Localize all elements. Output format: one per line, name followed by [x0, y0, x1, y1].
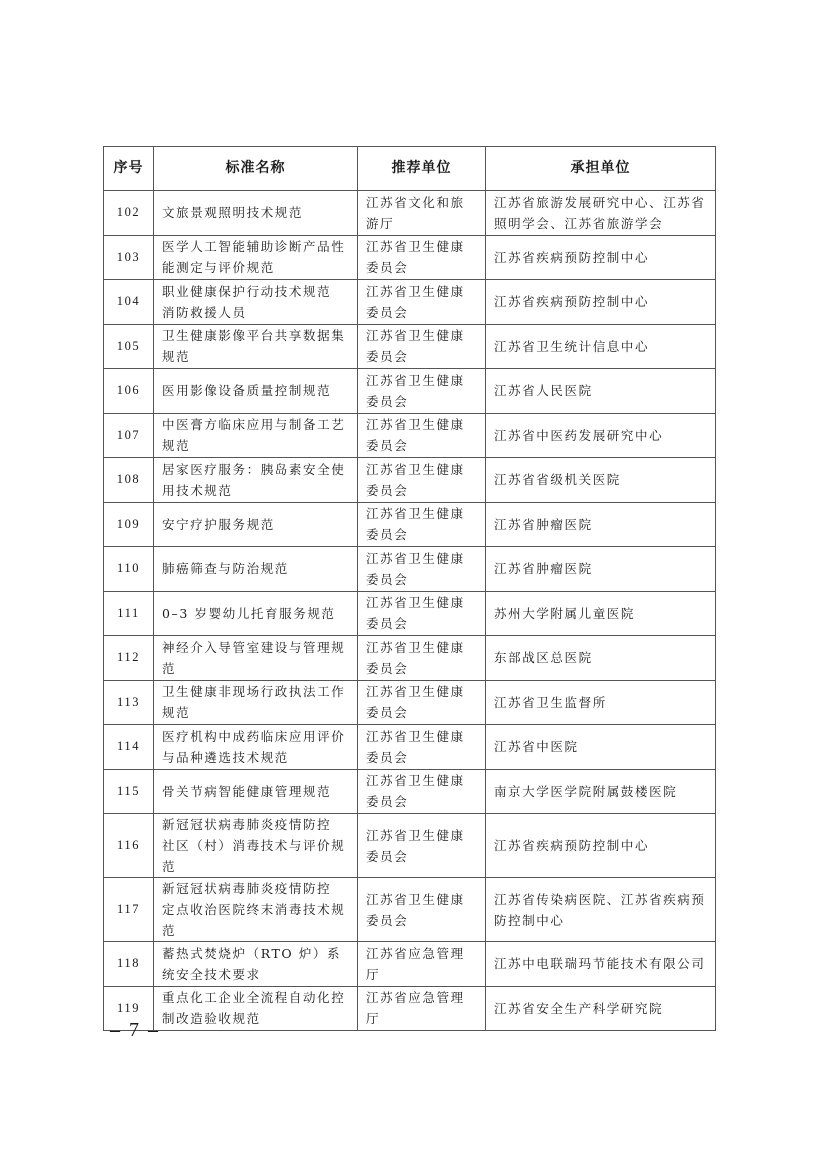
row-number: 102 [104, 191, 154, 236]
recommender: 江苏省卫生健康委员会 [358, 458, 486, 503]
table-row [104, 769, 716, 814]
table-row [104, 413, 716, 458]
page-number: – 7 – [110, 1019, 160, 1041]
standard-name: 文旅景观照明技术规范 [154, 191, 358, 236]
recommender: 江苏省卫生健康委员会 [358, 680, 486, 725]
row-number: 112 [104, 636, 154, 681]
table-row [104, 369, 716, 414]
row-number: 114 [104, 725, 154, 770]
standard-name: 神经介入导管室建设与管理规范 [154, 636, 358, 681]
standard-name: 新冠冠状病毒肺炎疫情防控 定点收治医院终末消毒技术规范 [154, 878, 358, 942]
undertaker: 江苏省中医院 [486, 725, 716, 770]
standard-name: 安宁疗护服务规范 [154, 502, 358, 547]
recommender: 江苏省卫生健康委员会 [358, 814, 486, 878]
standard-name: 卫生健康影像平台共享数据集规范 [154, 324, 358, 369]
recommender: 江苏省文化和旅游厅 [358, 191, 486, 236]
row-number: 107 [104, 413, 154, 458]
table-row [104, 591, 716, 636]
row-number: 119 [104, 986, 154, 1031]
recommender: 江苏省卫生健康委员会 [358, 591, 486, 636]
standard-name: 新冠冠状病毒肺炎疫情防控 社区（村）消毒技术与评价规范 [154, 814, 358, 878]
row-number: 116 [104, 814, 154, 878]
standard-name: 医疗机构中成药临床应用评价与品种遴选技术规范 [154, 725, 358, 770]
standard-name: 中医膏方临床应用与制备工艺规范 [154, 413, 358, 458]
row-number: 106 [104, 369, 154, 414]
row-number: 117 [104, 878, 154, 942]
table-row [104, 502, 716, 547]
undertaker: 江苏省疾病预防控制中心 [486, 235, 716, 280]
recommender: 江苏省卫生健康委员会 [358, 547, 486, 592]
table-row [104, 324, 716, 369]
recommender: 江苏省应急管理厅 [358, 942, 486, 987]
table-row [104, 725, 716, 770]
table-row [104, 814, 716, 878]
row-number: 111 [104, 591, 154, 636]
standard-name: 骨关节病智能健康管理规范 [154, 769, 358, 814]
header-undertaker: 承担单位 [486, 147, 716, 191]
undertaker: 江苏省疾病预防控制中心 [486, 814, 716, 878]
undertaker: 江苏省旅游发展研究中心、江苏省照明学会、江苏省旅游学会 [486, 191, 716, 236]
standards-table [103, 146, 716, 1031]
table-row [104, 942, 716, 987]
recommender: 江苏省卫生健康委员会 [358, 413, 486, 458]
header-recommender: 推荐单位 [358, 147, 486, 191]
row-number: 103 [104, 235, 154, 280]
undertaker: 苏州大学附属儿童医院 [486, 591, 716, 636]
recommender: 江苏省卫生健康委员会 [358, 369, 486, 414]
standard-name: 肺癌筛查与防治规范 [154, 547, 358, 592]
standard-name: 蓄热式焚烧炉（RTO 炉）系统安全技术要求 [154, 942, 358, 987]
header-standard-name: 标准名称 [154, 147, 358, 191]
row-number: 113 [104, 680, 154, 725]
undertaker: 江苏省卫生统计信息中心 [486, 324, 716, 369]
table-header-row [104, 147, 716, 191]
undertaker: 江苏省疾病预防控制中心 [486, 280, 716, 325]
undertaker: 江苏省人民医院 [486, 369, 716, 414]
recommender: 江苏省卫生健康委员会 [358, 280, 486, 325]
recommender: 江苏省卫生健康委员会 [358, 725, 486, 770]
recommender: 江苏省卫生健康委员会 [358, 878, 486, 942]
recommender: 江苏省卫生健康委员会 [358, 769, 486, 814]
table-row [104, 458, 716, 503]
row-number: 104 [104, 280, 154, 325]
table-row [104, 235, 716, 280]
undertaker: 江苏省肿瘤医院 [486, 547, 716, 592]
recommender: 江苏省卫生健康委员会 [358, 502, 486, 547]
standard-name: 医学人工智能辅助诊断产品性能测定与评价规范 [154, 235, 358, 280]
row-number: 109 [104, 502, 154, 547]
undertaker: 东部战区总医院 [486, 636, 716, 681]
table-body [104, 191, 716, 1031]
standard-name: 0–3 岁婴幼儿托育服务规范 [154, 591, 358, 636]
standard-name: 居家医疗服务：胰岛素安全使用技术规范 [154, 458, 358, 503]
table-row [104, 280, 716, 325]
undertaker: 江苏省省级机关医院 [486, 458, 716, 503]
table-row [104, 547, 716, 592]
table-row [104, 680, 716, 725]
undertaker: 江苏省传染病医院、江苏省疾病预防控制中心 [486, 878, 716, 942]
undertaker: 江苏省中医药发展研究中心 [486, 413, 716, 458]
undertaker: 江苏省卫生监督所 [486, 680, 716, 725]
row-number: 115 [104, 769, 154, 814]
recommender: 江苏省应急管理厅 [358, 986, 486, 1031]
table-row [104, 986, 716, 1031]
table-row [104, 878, 716, 942]
standard-name: 卫生健康非现场行政执法工作规范 [154, 680, 358, 725]
undertaker: 南京大学医学院附属鼓楼医院 [486, 769, 716, 814]
standard-name: 职业健康保护行动技术规范 消防救援人员 [154, 280, 358, 325]
undertaker: 江苏省肿瘤医院 [486, 502, 716, 547]
recommender: 江苏省卫生健康委员会 [358, 636, 486, 681]
row-number: 110 [104, 547, 154, 592]
row-number: 108 [104, 458, 154, 503]
standard-name: 重点化工企业全流程自动化控制改造验收规范 [154, 986, 358, 1031]
recommender: 江苏省卫生健康委员会 [358, 235, 486, 280]
recommender: 江苏省卫生健康委员会 [358, 324, 486, 369]
table-row [104, 191, 716, 236]
standard-name: 医用影像设备质量控制规范 [154, 369, 358, 414]
row-number: 118 [104, 942, 154, 987]
table-row [104, 636, 716, 681]
undertaker: 江苏中电联瑞玛节能技术有限公司 [486, 942, 716, 987]
undertaker: 江苏省安全生产科学研究院 [486, 986, 716, 1031]
row-number: 105 [104, 324, 154, 369]
header-no: 序号 [104, 147, 154, 191]
